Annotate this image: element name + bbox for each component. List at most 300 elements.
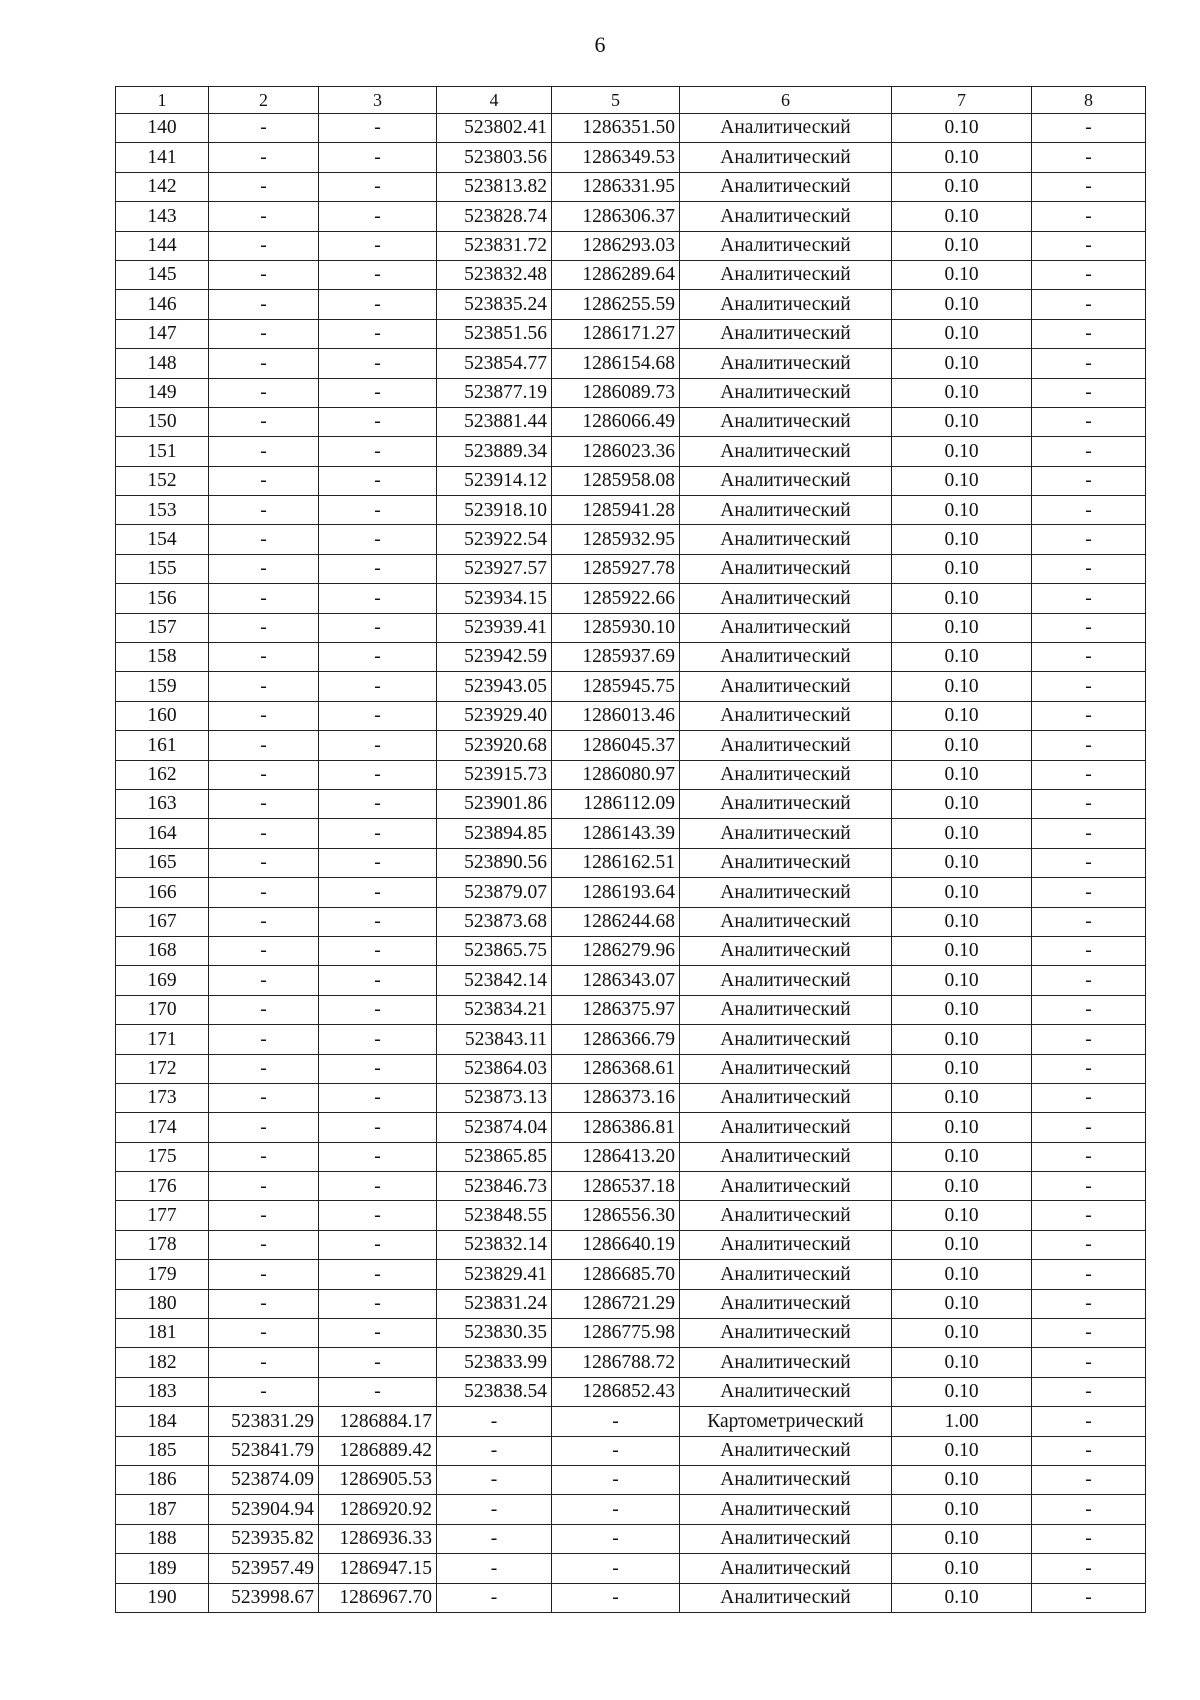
table-cell: Аналитический xyxy=(680,789,892,818)
table-cell: 1286255.59 xyxy=(552,290,680,319)
table-cell: 1286162.51 xyxy=(552,848,680,877)
table-cell: - xyxy=(209,701,319,730)
table-row xyxy=(116,1319,1146,1348)
table-cell: - xyxy=(209,1260,319,1289)
table-cell: 1286413.20 xyxy=(552,1142,680,1171)
table-cell: Аналитический xyxy=(680,1495,892,1524)
table-cell: 523828.74 xyxy=(437,202,552,231)
table-cell: 523920.68 xyxy=(437,731,552,760)
table-cell: 173 xyxy=(116,1083,209,1112)
table-cell: 523843.11 xyxy=(437,1025,552,1054)
table-cell: 523874.09 xyxy=(209,1465,319,1494)
table-cell: 0.10 xyxy=(892,1465,1032,1494)
table-cell: - xyxy=(1032,1230,1146,1259)
table-cell: 169 xyxy=(116,966,209,995)
table-cell: 1286884.17 xyxy=(319,1407,437,1436)
table-cell: - xyxy=(319,1025,437,1054)
table-cell: 0.10 xyxy=(892,172,1032,201)
table-cell: 1286045.37 xyxy=(552,731,680,760)
table-cell: Аналитический xyxy=(680,819,892,848)
table-cell: - xyxy=(1032,1436,1146,1465)
table-cell: 0.10 xyxy=(892,878,1032,907)
table-cell: 523846.73 xyxy=(437,1172,552,1201)
table-cell: Аналитический xyxy=(680,1025,892,1054)
table-cell: 0.10 xyxy=(892,584,1032,613)
table-cell: 1286331.95 xyxy=(552,172,680,201)
table-cell: - xyxy=(1032,319,1146,348)
table-cell: 523831.29 xyxy=(209,1407,319,1436)
table-cell: 155 xyxy=(116,554,209,583)
table-cell: 1286013.46 xyxy=(552,701,680,730)
table-cell: 188 xyxy=(116,1524,209,1553)
table-cell: 0.10 xyxy=(892,202,1032,231)
table-cell: - xyxy=(1032,1201,1146,1230)
table-cell: - xyxy=(319,290,437,319)
table-cell: 523922.54 xyxy=(437,525,552,554)
table-cell: - xyxy=(1032,349,1146,378)
table-cell: - xyxy=(319,613,437,642)
table-cell: - xyxy=(1032,1142,1146,1171)
table-cell: - xyxy=(209,1319,319,1348)
table-cell: 0.10 xyxy=(892,1495,1032,1524)
table-cell: 523831.24 xyxy=(437,1289,552,1318)
table-cell: 0.10 xyxy=(892,1436,1032,1465)
table-cell: - xyxy=(437,1436,552,1465)
table-cell: - xyxy=(1032,496,1146,525)
table-cell: 185 xyxy=(116,1436,209,1465)
table-cell: 1286023.36 xyxy=(552,437,680,466)
table-cell: - xyxy=(319,525,437,554)
table-row xyxy=(116,1495,1146,1524)
table-cell: - xyxy=(1032,731,1146,760)
table-row xyxy=(116,1554,1146,1583)
table-cell: 1285927.78 xyxy=(552,554,680,583)
table-cell: 523927.57 xyxy=(437,554,552,583)
table-cell: - xyxy=(437,1465,552,1494)
table-cell: Аналитический xyxy=(680,378,892,407)
table-cell: - xyxy=(209,760,319,789)
table-cell: 0.10 xyxy=(892,672,1032,701)
table-cell: 166 xyxy=(116,878,209,907)
table-cell: Аналитический xyxy=(680,1436,892,1465)
table-cell: 147 xyxy=(116,319,209,348)
table-cell: 523851.56 xyxy=(437,319,552,348)
table-cell: - xyxy=(209,172,319,201)
table-cell: - xyxy=(1032,114,1146,143)
table-cell: - xyxy=(1032,1113,1146,1142)
table-cell: 523832.48 xyxy=(437,260,552,289)
table-cell: 0.10 xyxy=(892,290,1032,319)
table-cell: - xyxy=(1032,1465,1146,1494)
column-header: 6 xyxy=(680,87,892,114)
table-cell: - xyxy=(319,966,437,995)
table-row xyxy=(116,760,1146,789)
table-row xyxy=(116,1201,1146,1230)
table-cell: - xyxy=(209,202,319,231)
table-cell: 523957.49 xyxy=(209,1554,319,1583)
table-row xyxy=(116,437,1146,466)
table-cell: 1286279.96 xyxy=(552,936,680,965)
table-cell: - xyxy=(552,1465,680,1494)
table-row xyxy=(116,1230,1146,1259)
table-cell: - xyxy=(209,1025,319,1054)
table-cell: 0.10 xyxy=(892,1377,1032,1406)
table-cell: 144 xyxy=(116,231,209,260)
table-cell: 1286244.68 xyxy=(552,907,680,936)
table-cell: - xyxy=(319,437,437,466)
table-row xyxy=(116,554,1146,583)
table-cell: Картометрический xyxy=(680,1407,892,1436)
table-cell: 523889.34 xyxy=(437,437,552,466)
table-cell: - xyxy=(319,1348,437,1377)
table-row xyxy=(116,819,1146,848)
table-row xyxy=(116,878,1146,907)
table-row xyxy=(116,525,1146,554)
table-cell: - xyxy=(319,1319,437,1348)
table-cell: Аналитический xyxy=(680,1113,892,1142)
table-cell: 1285941.28 xyxy=(552,496,680,525)
table-cell: - xyxy=(1032,407,1146,436)
table-cell: 0.10 xyxy=(892,1289,1032,1318)
table-cell: - xyxy=(209,407,319,436)
table-cell: 163 xyxy=(116,789,209,818)
table-cell: 523894.85 xyxy=(437,819,552,848)
table-cell: - xyxy=(1032,1554,1146,1583)
table-cell: - xyxy=(319,1289,437,1318)
table-cell: 0.10 xyxy=(892,231,1032,260)
table-cell: 523841.79 xyxy=(209,1436,319,1465)
table-cell: Аналитический xyxy=(680,760,892,789)
table-cell: - xyxy=(552,1495,680,1524)
table-cell: 1286349.53 xyxy=(552,143,680,172)
table-cell: 142 xyxy=(116,172,209,201)
table-cell: - xyxy=(1032,202,1146,231)
table-cell: 189 xyxy=(116,1554,209,1583)
table-cell: 1286080.97 xyxy=(552,760,680,789)
table-cell: 1286193.64 xyxy=(552,878,680,907)
table-row xyxy=(116,936,1146,965)
table-cell: Аналитический xyxy=(680,1524,892,1553)
column-header: 5 xyxy=(552,87,680,114)
table-cell: 523829.41 xyxy=(437,1260,552,1289)
table-cell: 523881.44 xyxy=(437,407,552,436)
table-cell: - xyxy=(209,672,319,701)
table-cell: - xyxy=(1032,1289,1146,1318)
table-cell: 1.00 xyxy=(892,1407,1032,1436)
table-row xyxy=(116,378,1146,407)
table-cell: Аналитический xyxy=(680,1348,892,1377)
table-cell: 523915.73 xyxy=(437,760,552,789)
table-cell: 154 xyxy=(116,525,209,554)
table-cell: - xyxy=(209,966,319,995)
table-cell: 0.10 xyxy=(892,466,1032,495)
table-cell: 523890.56 xyxy=(437,848,552,877)
table-cell: - xyxy=(1032,995,1146,1024)
table-cell: - xyxy=(209,643,319,672)
table-cell: - xyxy=(209,231,319,260)
table-cell: Аналитический xyxy=(680,878,892,907)
table-cell: 1286351.50 xyxy=(552,114,680,143)
table-cell: 523879.07 xyxy=(437,878,552,907)
table-cell: - xyxy=(209,260,319,289)
table-cell: - xyxy=(1032,789,1146,818)
table-cell: 1286306.37 xyxy=(552,202,680,231)
table-row xyxy=(116,1465,1146,1494)
table-cell: 141 xyxy=(116,143,209,172)
table-cell: Аналитический xyxy=(680,172,892,201)
table-cell: Аналитический xyxy=(680,643,892,672)
table-cell: 176 xyxy=(116,1172,209,1201)
table-cell: Аналитический xyxy=(680,848,892,877)
table-cell: 1285930.10 xyxy=(552,613,680,642)
table-cell: - xyxy=(319,819,437,848)
table-cell: 0.10 xyxy=(892,760,1032,789)
table-cell: 157 xyxy=(116,613,209,642)
table-cell: 148 xyxy=(116,349,209,378)
table-row xyxy=(116,613,1146,642)
table-cell: - xyxy=(1032,231,1146,260)
table-cell: - xyxy=(209,1054,319,1083)
table-cell: 1286947.15 xyxy=(319,1554,437,1583)
table-cell: Аналитический xyxy=(680,731,892,760)
table-cell: - xyxy=(437,1554,552,1583)
table-cell: - xyxy=(319,378,437,407)
table-cell: Аналитический xyxy=(680,1583,892,1612)
table-cell: - xyxy=(209,496,319,525)
table-header-row xyxy=(116,87,1146,114)
table-cell: 186 xyxy=(116,1465,209,1494)
coordinates-table xyxy=(115,86,1146,1613)
table-cell: - xyxy=(319,554,437,583)
table-cell: - xyxy=(437,1524,552,1553)
table-cell: - xyxy=(437,1407,552,1436)
table-cell: 181 xyxy=(116,1319,209,1348)
table-row xyxy=(116,231,1146,260)
table-cell: 175 xyxy=(116,1142,209,1171)
table-cell: Аналитический xyxy=(680,202,892,231)
table-cell: 0.10 xyxy=(892,1201,1032,1230)
table-cell: 523830.35 xyxy=(437,1319,552,1348)
column-header: 4 xyxy=(437,87,552,114)
table-cell: - xyxy=(319,760,437,789)
table-cell: - xyxy=(437,1583,552,1612)
table-cell: - xyxy=(319,1377,437,1406)
table-cell: 523877.19 xyxy=(437,378,552,407)
table-cell: Аналитический xyxy=(680,1289,892,1318)
table-cell: - xyxy=(319,643,437,672)
table-cell: 523873.13 xyxy=(437,1083,552,1112)
table-cell: 146 xyxy=(116,290,209,319)
table-cell: 523934.15 xyxy=(437,584,552,613)
table-cell: Аналитический xyxy=(680,966,892,995)
table-cell: - xyxy=(552,1407,680,1436)
table-cell: 177 xyxy=(116,1201,209,1230)
table-row xyxy=(116,349,1146,378)
table-cell: - xyxy=(209,1289,319,1318)
table-row xyxy=(116,1289,1146,1318)
table-cell: Аналитический xyxy=(680,466,892,495)
table-cell: - xyxy=(1032,1348,1146,1377)
table-cell: - xyxy=(209,143,319,172)
table-cell: 0.10 xyxy=(892,966,1032,995)
table-cell: - xyxy=(319,114,437,143)
table-cell: - xyxy=(209,554,319,583)
table-cell: 1286112.09 xyxy=(552,789,680,818)
table-cell: - xyxy=(209,995,319,1024)
column-header: 7 xyxy=(892,87,1032,114)
table-cell: 152 xyxy=(116,466,209,495)
table-cell: - xyxy=(1032,525,1146,554)
table-row xyxy=(116,1377,1146,1406)
table-cell: Аналитический xyxy=(680,554,892,583)
table-cell: - xyxy=(1032,1583,1146,1612)
table-cell: Аналитический xyxy=(680,496,892,525)
table-cell: 1286154.68 xyxy=(552,349,680,378)
table-row xyxy=(116,1113,1146,1142)
table-cell: Аналитический xyxy=(680,907,892,936)
table-row xyxy=(116,789,1146,818)
table-cell: - xyxy=(209,1377,319,1406)
table-cell: 1285932.95 xyxy=(552,525,680,554)
table-cell: 1286366.79 xyxy=(552,1025,680,1054)
table-cell: - xyxy=(1032,584,1146,613)
table-cell: 1286343.07 xyxy=(552,966,680,995)
table-cell: - xyxy=(209,936,319,965)
table-cell: - xyxy=(319,202,437,231)
table-cell: - xyxy=(319,1054,437,1083)
table-cell: - xyxy=(1032,643,1146,672)
table-cell: - xyxy=(209,789,319,818)
table-row xyxy=(116,290,1146,319)
table-cell: - xyxy=(319,936,437,965)
table-row xyxy=(116,1524,1146,1553)
table-cell: - xyxy=(319,672,437,701)
table-cell: 190 xyxy=(116,1583,209,1612)
table-cell: 1286373.16 xyxy=(552,1083,680,1112)
table-cell: - xyxy=(1032,378,1146,407)
table-cell: - xyxy=(209,878,319,907)
table-cell: 0.10 xyxy=(892,936,1032,965)
table-cell: 159 xyxy=(116,672,209,701)
table-row xyxy=(116,701,1146,730)
table-cell: 1286775.98 xyxy=(552,1319,680,1348)
table-cell: 174 xyxy=(116,1113,209,1142)
table-cell: - xyxy=(1032,936,1146,965)
table-cell: 180 xyxy=(116,1289,209,1318)
table-cell: - xyxy=(209,290,319,319)
table-row xyxy=(116,202,1146,231)
table-cell: Аналитический xyxy=(680,613,892,642)
table-cell: 183 xyxy=(116,1377,209,1406)
table-cell: Аналитический xyxy=(680,936,892,965)
table-cell: - xyxy=(1032,466,1146,495)
table-cell: - xyxy=(319,466,437,495)
table-cell: Аналитический xyxy=(680,407,892,436)
table-cell: - xyxy=(552,1554,680,1583)
table-cell: - xyxy=(319,319,437,348)
table-cell: - xyxy=(209,731,319,760)
table-cell: - xyxy=(209,525,319,554)
table-cell: 171 xyxy=(116,1025,209,1054)
table-cell: 1286089.73 xyxy=(552,378,680,407)
table-cell: - xyxy=(209,1201,319,1230)
table-cell: - xyxy=(1032,966,1146,995)
table-cell: 523942.59 xyxy=(437,643,552,672)
table-row xyxy=(116,848,1146,877)
table-cell: 1286852.43 xyxy=(552,1377,680,1406)
table-cell: Аналитический xyxy=(680,231,892,260)
table-cell: 161 xyxy=(116,731,209,760)
table-cell: 523929.40 xyxy=(437,701,552,730)
table-cell: - xyxy=(1032,848,1146,877)
table-cell: 0.10 xyxy=(892,496,1032,525)
table-cell: 523834.21 xyxy=(437,995,552,1024)
table-row xyxy=(116,1025,1146,1054)
table-cell: 0.10 xyxy=(892,1054,1032,1083)
table-cell: 0.10 xyxy=(892,554,1032,583)
table-cell: - xyxy=(319,496,437,525)
table-row xyxy=(116,1348,1146,1377)
table-cell: Аналитический xyxy=(680,1465,892,1494)
table-row xyxy=(116,1172,1146,1201)
table-cell: 178 xyxy=(116,1230,209,1259)
table-cell: 158 xyxy=(116,643,209,672)
table-cell: - xyxy=(1032,819,1146,848)
table-cell: - xyxy=(209,1142,319,1171)
table-cell: - xyxy=(1032,143,1146,172)
table-row xyxy=(116,1583,1146,1612)
table-cell: - xyxy=(319,1172,437,1201)
table-cell: 150 xyxy=(116,407,209,436)
table-cell: - xyxy=(1032,554,1146,583)
table-cell: 1286143.39 xyxy=(552,819,680,848)
table-cell: 184 xyxy=(116,1407,209,1436)
table-cell: Аналитический xyxy=(680,672,892,701)
table-cell: 0.10 xyxy=(892,701,1032,730)
table-cell: - xyxy=(1032,1524,1146,1553)
table-cell: - xyxy=(319,407,437,436)
table-cell: - xyxy=(209,466,319,495)
table-cell: - xyxy=(1032,907,1146,936)
table-cell: Аналитический xyxy=(680,1142,892,1171)
table-cell: 0.10 xyxy=(892,1348,1032,1377)
table-cell: - xyxy=(319,260,437,289)
table-cell: - xyxy=(209,1172,319,1201)
table-cell: - xyxy=(319,1083,437,1112)
table-cell: 523865.75 xyxy=(437,936,552,965)
table-cell: 1285937.69 xyxy=(552,643,680,672)
table-cell: 523848.55 xyxy=(437,1201,552,1230)
table-cell: - xyxy=(209,819,319,848)
table-cell: - xyxy=(1032,1319,1146,1348)
table-cell: 0.10 xyxy=(892,437,1032,466)
table-cell: Аналитический xyxy=(680,290,892,319)
table-cell: 0.10 xyxy=(892,819,1032,848)
table-row xyxy=(116,260,1146,289)
table-cell: 0.10 xyxy=(892,1172,1032,1201)
table-cell: 0.10 xyxy=(892,613,1032,642)
table-cell: Аналитический xyxy=(680,1083,892,1112)
table-cell: Аналитический xyxy=(680,349,892,378)
table-cell: - xyxy=(209,584,319,613)
column-header: 3 xyxy=(319,87,437,114)
table-cell: 1286685.70 xyxy=(552,1260,680,1289)
table-cell: - xyxy=(209,437,319,466)
table-cell: - xyxy=(1032,172,1146,201)
table-cell: 1286171.27 xyxy=(552,319,680,348)
table-row xyxy=(116,1054,1146,1083)
table-cell: 523935.82 xyxy=(209,1524,319,1553)
